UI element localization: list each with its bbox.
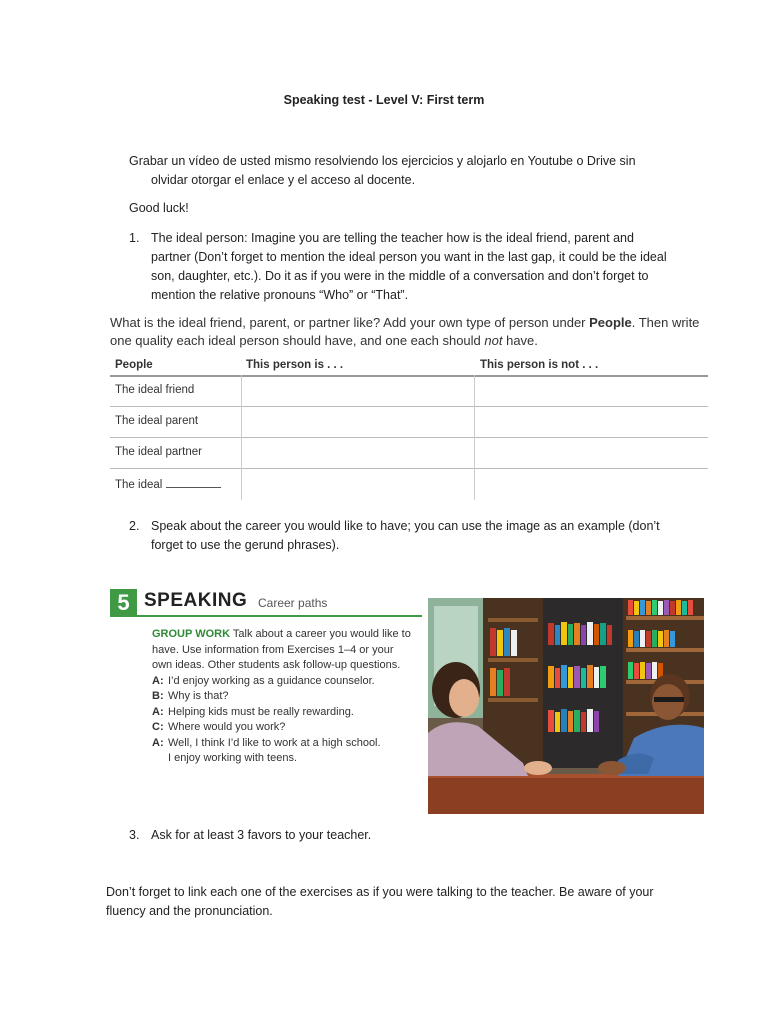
speaking-box <box>110 587 425 807</box>
speaker-label: A: <box>152 705 164 718</box>
table-row-label-parent: The ideal parent <box>115 415 199 427</box>
list-number-1: 1. <box>129 231 140 245</box>
dialogue-line <box>152 689 412 705</box>
page-title: Speaking test - Level V: First term <box>283 93 485 107</box>
table-row-label-custom-text: The ideal <box>115 479 163 491</box>
photo-illustration <box>428 598 704 814</box>
column-header-is: This person is . . . <box>246 359 344 371</box>
dialogue-text: Helping kids must be really rewarding. <box>168 705 354 718</box>
table-row-label-friend: The ideal friend <box>115 384 195 396</box>
dialogue-text: I enjoy working with teens. <box>168 752 298 764</box>
prompt-text-c: have. <box>502 333 538 348</box>
ideal-person-table <box>110 355 708 500</box>
speaker-label: B: <box>152 690 164 702</box>
speaking-body <box>152 627 412 767</box>
dialogue-line <box>152 720 412 736</box>
table-row-rule <box>110 406 708 407</box>
fill-in-blank <box>166 477 221 488</box>
speaking-header <box>110 587 425 617</box>
dialogue-line <box>152 751 412 767</box>
dialogue-text: I’d enjoy working as a guidance counselor. <box>168 674 375 687</box>
table-column-divider <box>474 375 475 500</box>
dialogue-text: Where would you work? <box>168 721 286 733</box>
library-conversation-photo <box>428 598 704 814</box>
exercise-prompt <box>110 314 710 350</box>
prompt-text-b: . Then write one quality each ideal person should have, and one each should <box>110 315 700 348</box>
list-item-2 <box>129 517 669 555</box>
intro-line-2: olvidar otorgar el enlace y el acceso al docente. <box>151 173 416 187</box>
closing-paragraph: Don’t forget to link each one of the exercises as if you were talking to the teacher. Be aware of your fluency and the pronunciation. <box>106 885 654 918</box>
group-work-label: GROUP WORK <box>152 628 231 640</box>
list-text-2: Speak about the career you would like to have; you can use the image as an example (don’t forget to use the gerund phrases). <box>151 519 660 552</box>
speaker-label: A: <box>152 736 164 749</box>
header-rule <box>110 615 422 617</box>
prompt-text-a: What is the ideal friend, parent, or partner like? Add your own type of person under <box>110 315 590 330</box>
table-row-rule <box>110 437 708 438</box>
dialogue-line <box>152 736 412 752</box>
group-work-instruction: Talk about a career you would like to have. Use information from Exercises 1–4 or your own ideas. Other students ask follow-up questions. <box>152 628 411 671</box>
dialogue-text: Why is that? <box>168 690 229 702</box>
column-header-is-not: This person is not . . . <box>480 359 599 371</box>
intro-paragraph <box>129 152 649 190</box>
table-row-label-partner: The ideal partner <box>115 446 202 458</box>
speaking-subheading: Career paths <box>258 596 328 610</box>
intro-line-1: Grabar un vídeo de usted mismo resolviendo los ejercicios y alojarlo en Youtube o Drive sin <box>129 154 636 168</box>
table-row-label-custom <box>115 477 221 491</box>
list-item-1 <box>129 229 669 305</box>
list-number-3: 3. <box>129 828 140 842</box>
dialogue-line <box>152 705 412 721</box>
speaker-label: C: <box>152 721 164 733</box>
section-number-badge: 5 <box>110 589 137 617</box>
table-header-rule <box>110 375 708 377</box>
table-row-rule <box>110 468 708 469</box>
good-luck-text: Good luck! <box>129 201 189 215</box>
list-text-1: The ideal person: Imagine you are telling the teacher how is the ideal friend, parent and partner (Don’t forget to mention the ideal person you want in the last gap, it could be the ideal son, daughter, etc.). Do it as if you were in the middle of a conversation and don’t forget to mention the relative pronouns “Who” or “That”. <box>151 231 667 302</box>
table-column-divider <box>241 375 242 500</box>
prompt-italic: not <box>484 333 503 348</box>
speaking-heading: SPEAKING <box>144 590 248 611</box>
list-number-2: 2. <box>129 519 140 533</box>
dialogue-line <box>152 674 412 690</box>
speaker-label: A: <box>152 674 164 687</box>
dialogue-text: Well, I think I’d like to work at a high school. <box>168 736 381 749</box>
column-header-people: People <box>115 359 153 371</box>
list-text-3: Ask for at least 3 favors to your teacher. <box>151 828 372 842</box>
prompt-bold: People <box>589 315 632 330</box>
list-item-3 <box>129 826 371 845</box>
